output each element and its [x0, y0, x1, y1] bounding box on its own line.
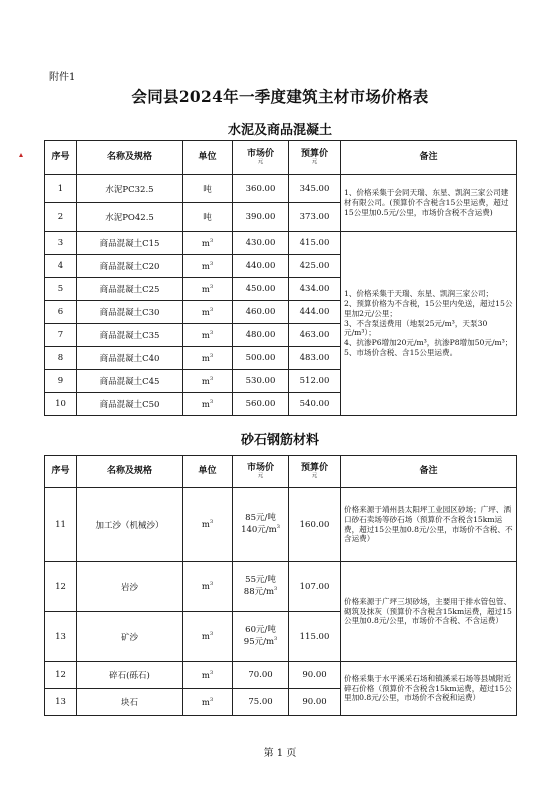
cell-market: 360.00: [233, 175, 289, 203]
cell-market: 60元/吨 95元$/m^3$: [233, 612, 289, 662]
cell-budget: 160.00: [289, 488, 341, 562]
cell-unit: $m^3$: [183, 255, 233, 278]
cell-name: 商品混凝土C30: [77, 301, 183, 324]
header-no: 序号: [45, 456, 77, 488]
cell-name: 碎石(砾石): [77, 662, 183, 689]
cell-note: 价格来源于广坪三坝砂场，主要用于排水管包管、砌筑及抹灰（预算价不含税含15km运费，超过15公里加0.8元/公里，市场价不含税、不含运费）: [341, 562, 517, 662]
cell-note: 价格采集于水平溪采石场和镇溪采石场等县城附近碎石价格（预算价不含税含15km运费，超过15公里加0.8元/公里，市场价不含税和运费）: [341, 662, 517, 716]
cell-no: 6: [45, 301, 77, 324]
cell-unit: 吨: [183, 203, 233, 232]
cell-name: 块石: [77, 689, 183, 716]
header-budget: 预算价 元: [289, 141, 341, 175]
cell-budget: 107.00: [289, 562, 341, 612]
cell-name: 商品混凝土C25: [77, 278, 183, 301]
cell-market: 530.00: [233, 370, 289, 393]
cell-budget: 345.00: [289, 175, 341, 203]
cell-unit: 吨: [183, 175, 233, 203]
cell-name: 商品混凝土C20: [77, 255, 183, 278]
cell-unit: $m^3$: [183, 662, 233, 689]
cell-unit: $m^3$: [183, 347, 233, 370]
table-row: [45, 175, 517, 203]
cell-no: 13: [45, 612, 77, 662]
cell-no: 12: [45, 562, 77, 612]
cell-no: 13: [45, 689, 77, 716]
cell-name: 商品混凝土C15: [77, 232, 183, 255]
header-unit: 单位: [183, 141, 233, 175]
cell-unit: $m^3$: [183, 301, 233, 324]
section-title-cement: 水泥及商品混凝土: [227, 123, 332, 138]
cell-no: 12: [45, 662, 77, 689]
cell-no: 11: [45, 488, 77, 562]
cell-market: 500.00: [233, 347, 289, 370]
section-title-sand-stone: 砂石钢筋材料: [240, 433, 319, 448]
cell-market: 430.00: [233, 232, 289, 255]
cell-name: 商品混凝土C35: [77, 324, 183, 347]
cell-unit: $m^3$: [183, 562, 233, 612]
cell-unit: $m^3$: [183, 324, 233, 347]
cell-budget: 483.00: [289, 347, 341, 370]
table-row: [45, 232, 517, 255]
cell-market: 480.00: [233, 324, 289, 347]
cell-budget: 373.00: [289, 203, 341, 232]
cell-market: 85元/吨 140元$/m^3$: [233, 488, 289, 562]
cell-no: 1: [45, 175, 77, 203]
cell-no: 4: [45, 255, 77, 278]
header-market: 市场价 元: [233, 141, 289, 175]
cell-market: 560.00: [233, 393, 289, 416]
cell-unit: $m^3$: [183, 370, 233, 393]
cell-market: 70.00: [233, 662, 289, 689]
cell-unit: $m^3$: [183, 488, 233, 562]
cell-no: 7: [45, 324, 77, 347]
cell-market: 75.00: [233, 689, 289, 716]
red-mark: [19, 153, 23, 157]
cell-no: 5: [45, 278, 77, 301]
cell-name: 水泥PC32.5: [77, 175, 183, 203]
cell-market: 460.00: [233, 301, 289, 324]
cell-name: 矿沙: [77, 612, 183, 662]
cement-price-table: [44, 140, 517, 416]
cell-market: 390.00: [233, 203, 289, 232]
page-number: 第 1 页: [263, 748, 297, 759]
cell-name: 商品混凝土C45: [77, 370, 183, 393]
cell-no: 3: [45, 232, 77, 255]
cell-budget: 434.00: [289, 278, 341, 301]
header-budget: 预算价 元: [289, 456, 341, 488]
cell-name: 岩沙: [77, 562, 183, 612]
cell-unit: $m^3$: [183, 232, 233, 255]
cell-market: 450.00: [233, 278, 289, 301]
cell-budget: 115.00: [289, 612, 341, 662]
cell-name: 商品混凝土C40: [77, 347, 183, 370]
table-header-row: [45, 141, 517, 175]
header-note: 备注: [341, 456, 517, 488]
cell-note: 价格来源于靖州县太阳坪工业园区砂场；广坪、洒口砂石卖场等砂石场（预算价不含税含15km运费，超过15公里加0.8元/公里，市场价不含税、不含运费）: [341, 488, 517, 562]
cell-budget: 425.00: [289, 255, 341, 278]
cell-market: 440.00: [233, 255, 289, 278]
sand-stone-price-table: [44, 455, 517, 716]
cell-budget: 444.00: [289, 301, 341, 324]
cell-no: 8: [45, 347, 77, 370]
cell-unit: $m^3$: [183, 612, 233, 662]
cell-unit: $m^3$: [183, 393, 233, 416]
cell-no: 9: [45, 370, 77, 393]
table-row: [45, 662, 517, 689]
cell-note: 1、价格采集于天瑞、东星、凯润三家公司； 2、预算价格为不含税，15公里内免送，超过15公里加2元/公里； 3、不含泵送费用（地泵25元/m³，天泵30元/m³）； 4、抗渗P6增加20元/m³，抗渗P8增加50元/m³； 5、市场价含税、含15公里运费。: [341, 232, 517, 416]
cell-budget: 415.00: [289, 232, 341, 255]
cell-unit: $m^3$: [183, 689, 233, 716]
header-unit: 单位: [183, 456, 233, 488]
header-note: 备注: [341, 141, 517, 175]
cell-no: 2: [45, 203, 77, 232]
header-no: 序号: [45, 141, 77, 175]
cell-name: 加工沙（机械沙）: [77, 488, 183, 562]
cell-budget: 463.00: [289, 324, 341, 347]
table-row: [45, 562, 517, 612]
attachment-label: 附件1: [49, 72, 76, 83]
page-title: 会同县2024年一季度建筑主材市场价格表: [131, 87, 429, 106]
header-name: 名称及规格: [77, 456, 183, 488]
header-name: 名称及规格: [77, 141, 183, 175]
cell-budget: 90.00: [289, 689, 341, 716]
cell-market: 55元/吨 88元$/m^3$: [233, 562, 289, 612]
cell-unit: $m^3$: [183, 278, 233, 301]
cell-budget: 90.00: [289, 662, 341, 689]
header-market: 市场价 元: [233, 456, 289, 488]
cell-note: 1、价格采集于会同天瑞、东星、凯润三家公司建材有限公司。(预算价不含税含15公里运费，超过15公里加0.5元/公里，市场价含税不含运费): [341, 175, 517, 232]
cell-no: 10: [45, 393, 77, 416]
cell-budget: 512.00: [289, 370, 341, 393]
table-row: [45, 488, 517, 562]
cell-budget: 540.00: [289, 393, 341, 416]
table-header-row: [45, 456, 517, 488]
cell-name: 商品混凝土C50: [77, 393, 183, 416]
cell-name: 水泥PO42.5: [77, 203, 183, 232]
